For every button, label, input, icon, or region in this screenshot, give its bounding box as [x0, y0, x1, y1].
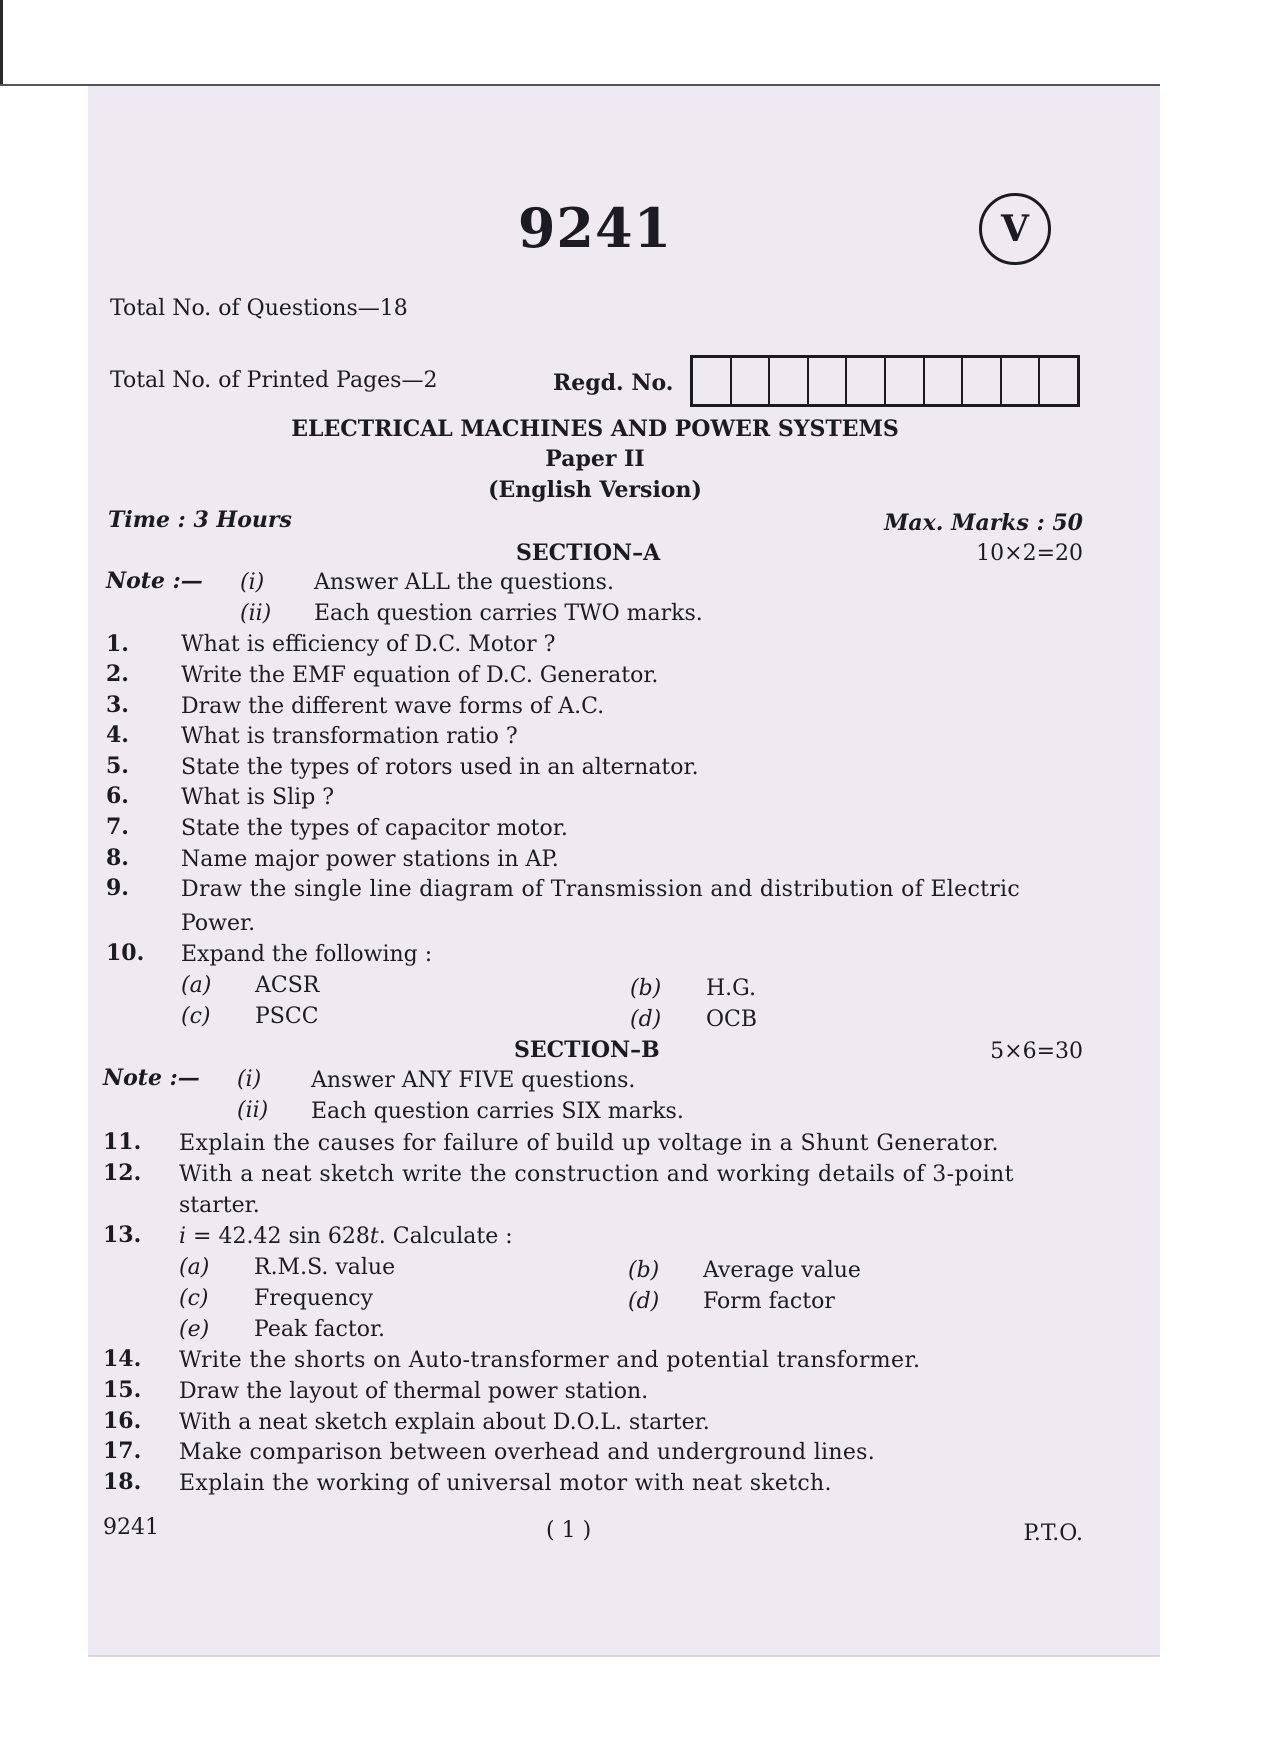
option-text: R.M.S. value: [254, 1255, 396, 1280]
total-pages: Total No. of Printed Pages—2: [110, 368, 438, 393]
subject-title: ELECTRICAL MACHINES AND POWER SYSTEMS: [291, 416, 899, 442]
option-label: (e): [179, 1317, 210, 1342]
option-text: H.G.: [706, 976, 756, 1001]
option-label: (a): [181, 973, 212, 998]
section-b-note-label: Note :—: [103, 1065, 200, 1091]
option-label: (a): [179, 1255, 210, 1280]
paper-code: 9241: [517, 196, 673, 260]
question-text: Draw the different wave forms of A.C.: [181, 694, 605, 719]
question-number: 6.: [106, 783, 129, 809]
section-a-note-label: Note :—: [106, 568, 203, 594]
note-roman: (i): [237, 1067, 262, 1092]
question-text: What is transformation ratio ?: [181, 724, 518, 749]
section-a-marks: 10×2=20: [976, 541, 1083, 566]
variable-i: i: [179, 1224, 187, 1249]
version-badge: V: [979, 193, 1051, 265]
note-text: Answer ALL the questions.: [314, 570, 614, 595]
section-b-title: SECTION–B: [514, 1037, 660, 1063]
question-text: With a neat sketch write the construction and working details of 3-point: [179, 1162, 1014, 1187]
question-text: Expand the following :: [181, 942, 433, 967]
question-number: 8.: [106, 845, 129, 871]
question-text: Write the EMF equation of D.C. Generator.: [181, 663, 659, 688]
section-a-title: SECTION–A: [516, 540, 661, 566]
question-text: Explain the working of universal motor with neat sketch.: [179, 1471, 832, 1496]
note-text: Each question carries TWO marks.: [314, 601, 703, 626]
question-number: 17.: [103, 1438, 142, 1464]
option-label: (d): [630, 1007, 662, 1032]
note-text: Each question carries SIX marks.: [311, 1099, 684, 1124]
question-number: 4.: [106, 722, 129, 748]
question-text: Make comparison between overhead and underground lines.: [179, 1440, 876, 1465]
option-text: Average value: [703, 1258, 861, 1283]
question-number: 14.: [103, 1346, 142, 1372]
pto-label: P.T.O.: [1023, 1521, 1083, 1546]
option-text: ACSR: [255, 973, 320, 998]
question-text: Explain the causes for failure of build up voltage in a Shunt Generator.: [179, 1131, 999, 1156]
paper-edge: [88, 1655, 1160, 1657]
option-text: Form factor: [703, 1289, 835, 1314]
footer-code: 9241: [103, 1515, 159, 1540]
question-text: What is efficiency of D.C. Motor ?: [181, 632, 556, 657]
page-number: ( 1 ): [546, 1518, 592, 1543]
question-number: 18.: [103, 1469, 142, 1495]
question-number: 15.: [103, 1377, 142, 1403]
question-text: Draw the layout of thermal power station.: [179, 1379, 649, 1404]
total-questions: Total No. of Questions—18: [110, 296, 408, 321]
question-text: State the types of capacitor motor.: [181, 816, 568, 841]
option-label: (c): [179, 1286, 209, 1311]
question-text-continued: starter.: [179, 1193, 260, 1218]
version-label: (English Version): [488, 477, 702, 503]
question-text: What is Slip ?: [181, 785, 335, 810]
question-text: Name major power stations in AP.: [181, 847, 559, 872]
section-b-marks: 5×6=30: [990, 1039, 1083, 1064]
question-text: State the types of rotors used in an alternator.: [181, 755, 699, 780]
max-marks-label: Max. Marks : 50: [884, 510, 1083, 536]
question-number: 7.: [106, 814, 129, 840]
note-roman: (ii): [237, 1098, 269, 1123]
question-text: Draw the single line diagram of Transmission and distribution of Electric: [181, 877, 1021, 902]
question-number: 9.: [106, 875, 129, 901]
equation-text: = 42.42 sin 628: [186, 1224, 370, 1249]
question-number: 1.: [106, 631, 129, 657]
option-label: (b): [630, 976, 662, 1001]
question-text-continued: Power.: [181, 911, 256, 936]
note-roman: (ii): [240, 601, 272, 626]
question-text: With a neat sketch explain about D.O.L. starter.: [179, 1410, 710, 1435]
scan-edge: [0, 0, 3, 85]
question-number: 16.: [103, 1408, 142, 1434]
option-label: (d): [628, 1289, 660, 1314]
question-number: 11.: [103, 1129, 142, 1155]
option-text: Frequency: [254, 1286, 373, 1311]
paper-number: Paper II: [545, 446, 645, 472]
question-number: 5.: [106, 753, 129, 779]
note-roman: (i): [240, 570, 265, 595]
question-text: [179, 1224, 513, 1249]
option-text: OCB: [706, 1007, 758, 1032]
time-label: Time : 3 Hours: [108, 507, 292, 533]
option-text: PSCC: [255, 1004, 319, 1029]
option-text: Peak factor.: [254, 1317, 386, 1342]
question-number: 12.: [103, 1160, 142, 1186]
regd-number-boxes[interactable]: [690, 355, 1080, 407]
option-label: (c): [181, 1004, 211, 1029]
variable-t: t: [369, 1224, 379, 1249]
question-text: Write the shorts on Auto-transformer and potential transformer.: [179, 1348, 921, 1373]
note-text: Answer ANY FIVE questions.: [311, 1068, 636, 1093]
equation-suffix: . Calculate :: [378, 1224, 513, 1249]
option-label: (b): [628, 1258, 660, 1283]
question-number: 2.: [106, 661, 129, 687]
question-number: 3.: [106, 692, 129, 718]
question-number: 13.: [103, 1222, 142, 1248]
regd-label: Regd. No.: [553, 370, 674, 396]
question-number: 10.: [106, 940, 145, 966]
